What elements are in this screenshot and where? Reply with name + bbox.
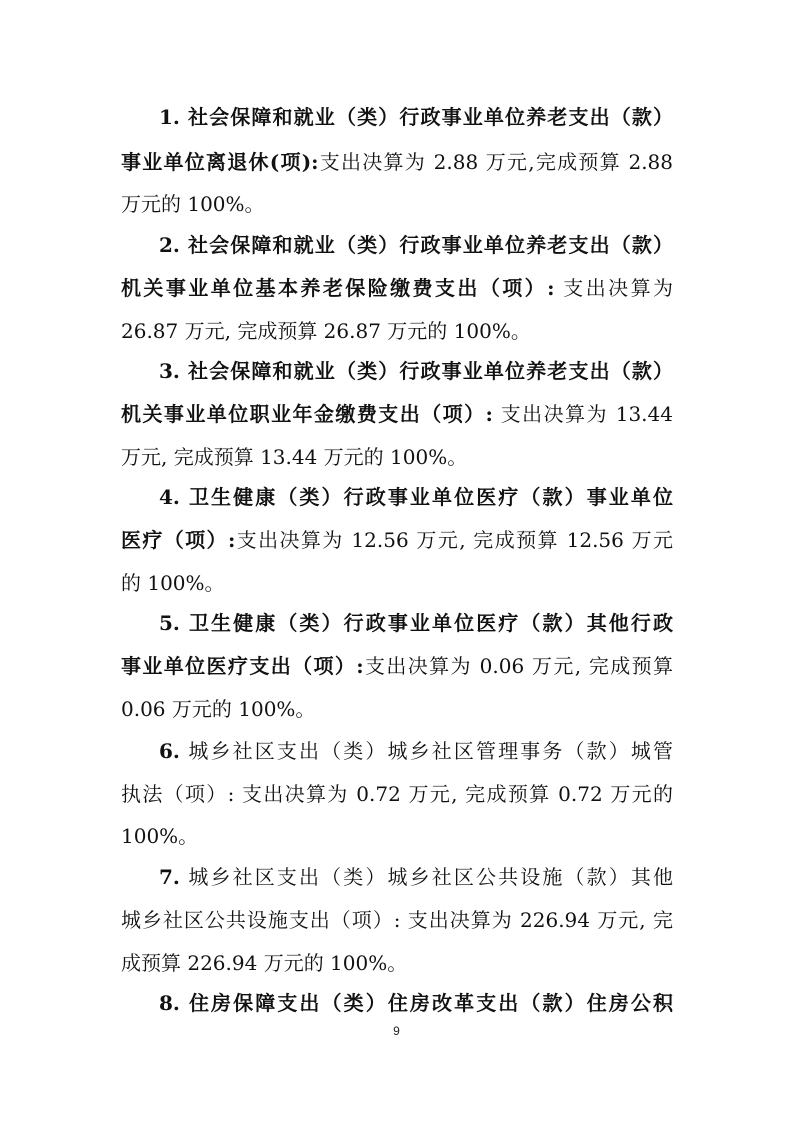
item-7-line-3: 成预算 226.94 万元的 100%。	[121, 951, 408, 975]
item-7-line-2: 城乡社区公共设施支出（项）: 支出决算为 226.94 万元, 完	[121, 908, 673, 932]
item-2-line-2: 机关事业单位基本养老保险缴费支出（项）: 支出决算为	[121, 276, 673, 300]
item-3-line-3: 万元, 完成预算 13.44 万元的 100%。	[121, 445, 468, 469]
item-3-line-2: 机关事业单位职业年金缴费支出（项）: 支出决算为 13.44	[121, 402, 673, 426]
item-1-line-2: 事业单位离退休(项):支出决算为 2.88 万元,完成预算 2.88	[121, 150, 673, 174]
item-4-heading: 4. 卫生健康（类）行政事业单位医疗（款）事业单位	[159, 485, 673, 509]
item-4-line-3: 的 100%。	[121, 571, 225, 595]
item-1-line-3: 万元的 100%。	[121, 192, 265, 216]
item-2-line-3: 26.87 万元, 完成预算 26.87 万元的 100%。	[121, 319, 531, 343]
item-7-heading: 7. 城乡社区支出（类）城乡社区公共设施（款）其他	[159, 865, 673, 889]
item-6-line-3: 100%。	[121, 824, 199, 848]
item-3-heading: 3. 社会保障和就业（类）行政事业单位养老支出（款）	[159, 359, 673, 383]
item-6-heading: 6. 城乡社区支出（类）城乡社区管理事务（款）城管	[159, 739, 673, 763]
item-6-line-2: 执法（项）: 支出决算为 0.72 万元, 完成预算 0.72 万元的	[121, 782, 673, 806]
item-2-heading: 2. 社会保障和就业（类）行政事业单位养老支出（款）	[159, 233, 673, 257]
item-8-heading: 8. 住房保障支出（类）住房改革支出（款）住房公积	[159, 991, 673, 1015]
item-1-heading: 1. 社会保障和就业（类）行政事业单位养老支出（款）	[159, 105, 673, 129]
item-5-line-3: 0.06 万元的 100%。	[121, 697, 316, 721]
page-number: 9	[393, 1024, 400, 1038]
item-4-line-2: 医疗（项）:支出决算为 12.56 万元, 完成预算 12.56 万元	[121, 528, 674, 552]
item-5-line-2: 事业单位医疗支出（项）:支出决算为 0.06 万元, 完成预算	[121, 654, 673, 678]
item-5-heading: 5. 卫生健康（类）行政事业单位医疗（款）其他行政	[159, 611, 673, 635]
